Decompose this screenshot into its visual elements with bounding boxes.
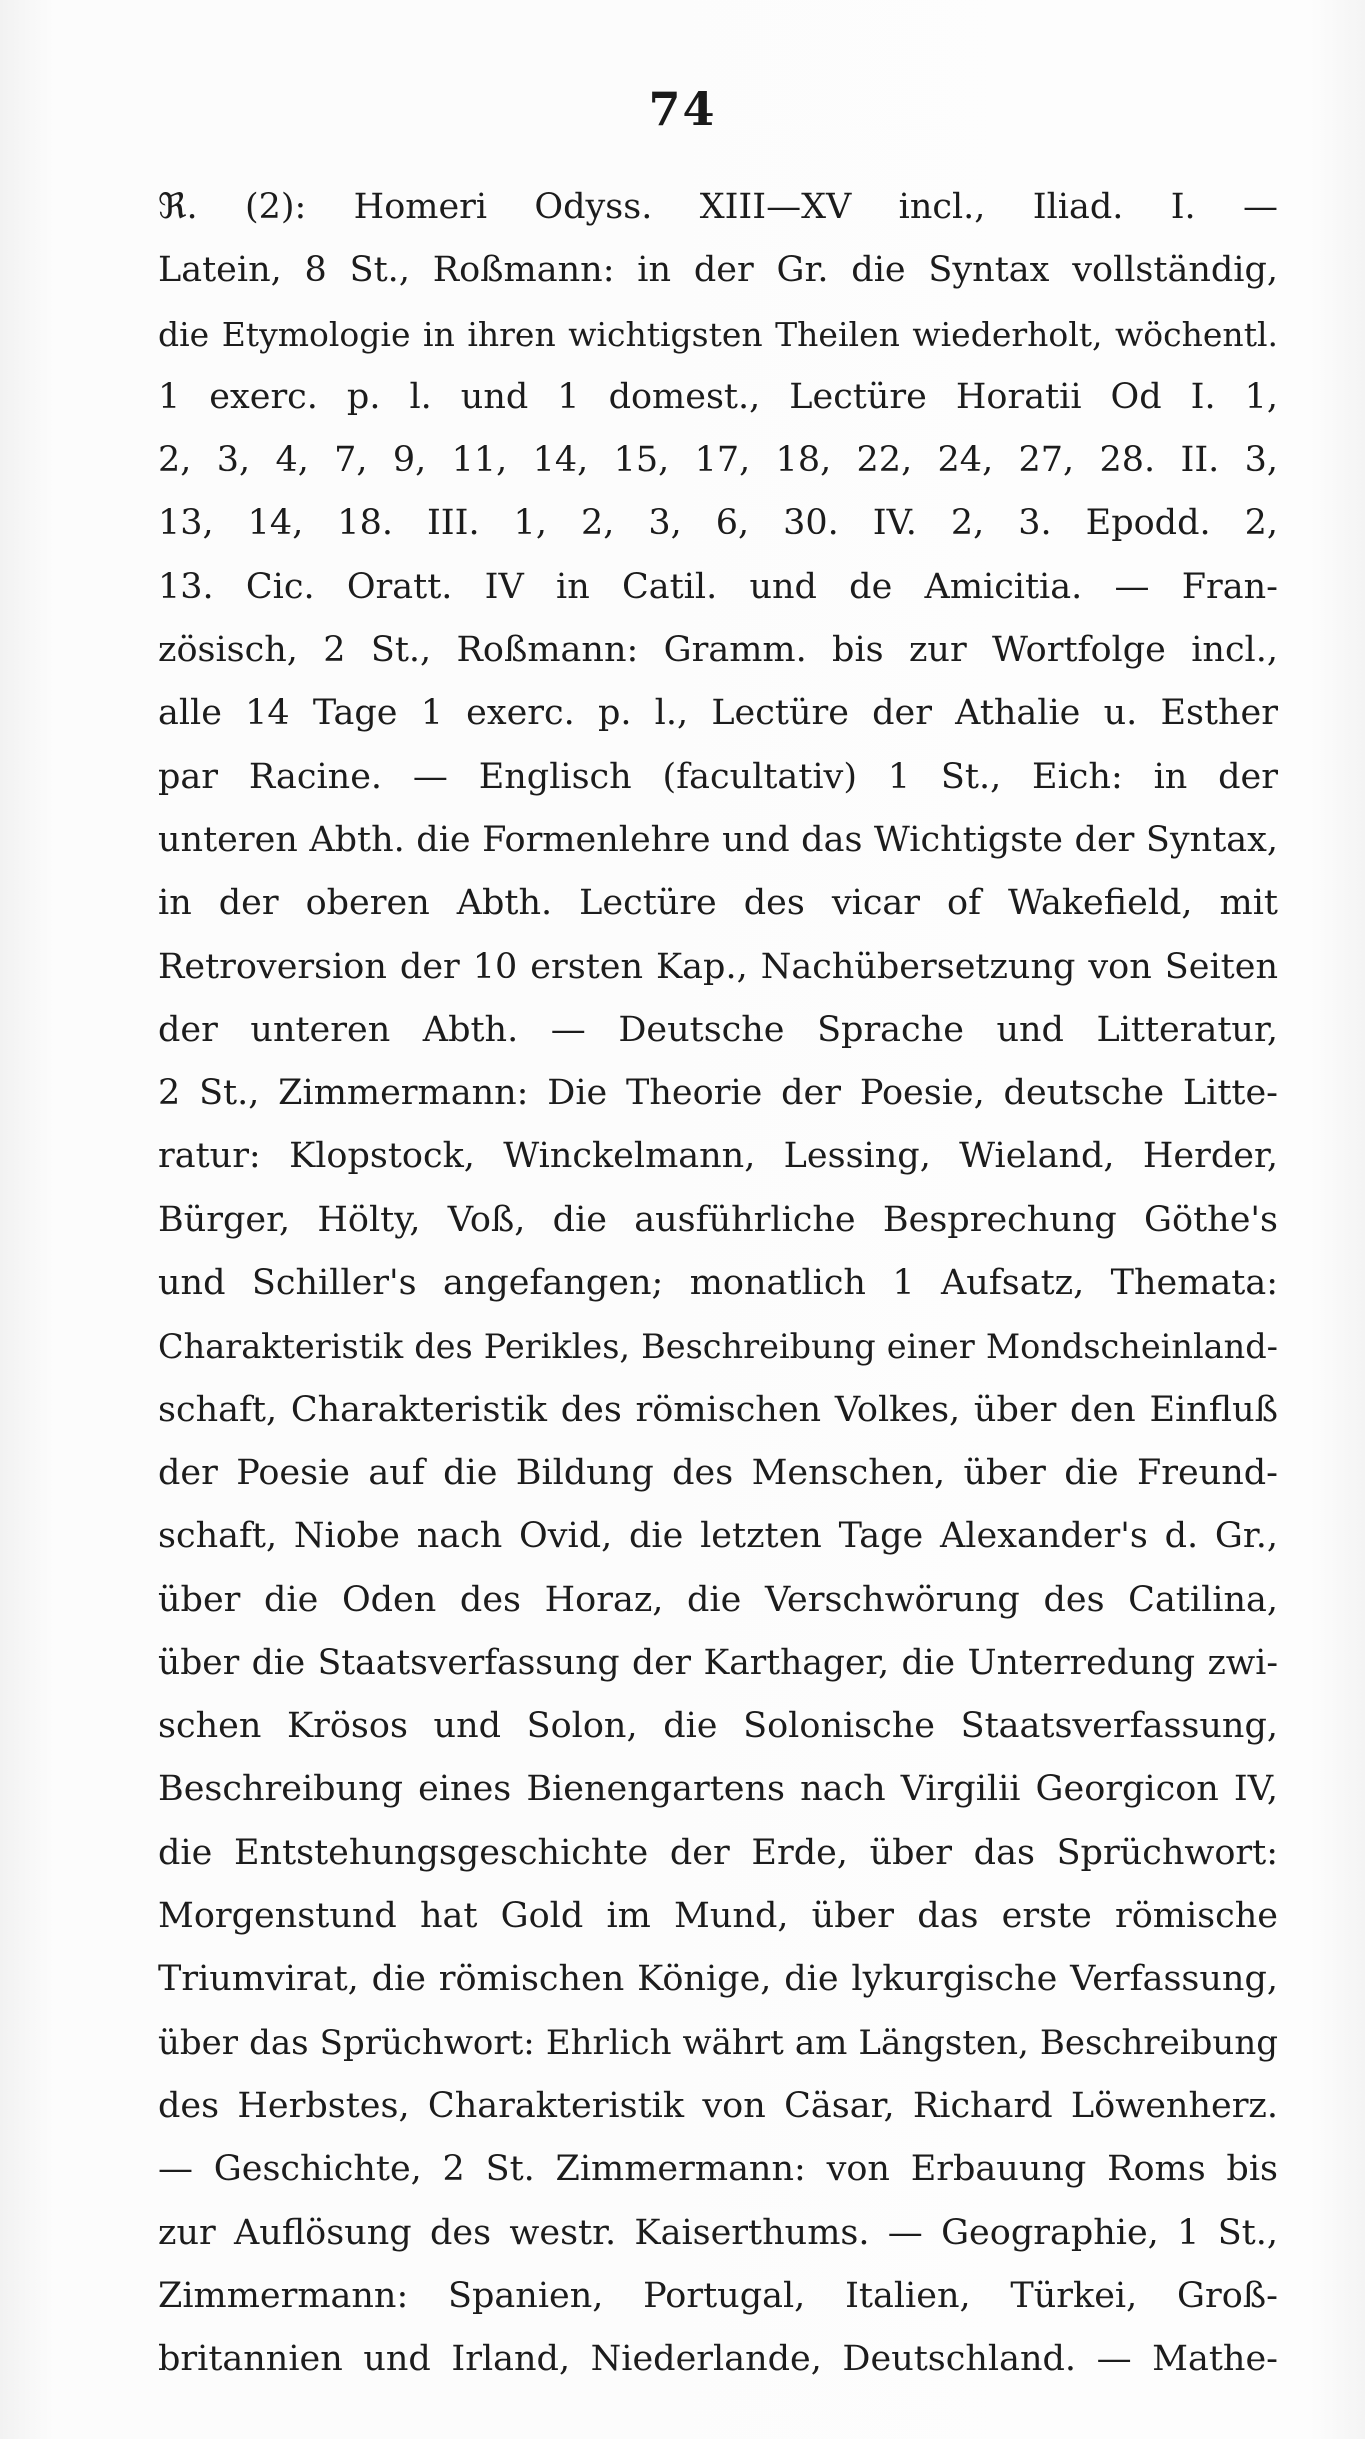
- text-line: Morgenstund hat Gold im Mund, über das erste römische: [158, 1896, 1278, 1937]
- text-line: britannien und Irland, Niederlande, Deutschland. — Mathe-: [158, 2339, 1278, 2380]
- body-text: [158, 176, 1278, 2391]
- text-line: die Etymologie in ihren wichtigsten Theilen wiederholt, wöchentl.: [158, 314, 1278, 354]
- text-line: unteren Abth. die Formenlehre und das Wichtigste der Syntax,: [158, 819, 1278, 860]
- text-line: der Poesie auf die Bildung des Menschen, über die Freund-: [158, 1452, 1278, 1493]
- text-line: schaft, Niobe nach Ovid, die letzten Tage Alexander's d. Gr.,: [158, 1516, 1278, 1557]
- text-line: in der oberen Abth. Lectüre des vicar of Wakefield, mit: [158, 883, 1278, 924]
- text-line: Beschreibung eines Bienengartens nach Virgilii Georgicon IV,: [158, 1769, 1278, 1810]
- text-line: par Racine. — Englisch (facultativ) 1 St., Eich: in der: [158, 756, 1278, 797]
- text-line: Charakteristik des Perikles, Beschreibung einer Mondscheinland-: [158, 1327, 1278, 1367]
- text-line: und Schiller's angefangen; monatlich 1 Aufsatz, Themata:: [158, 1263, 1278, 1304]
- text-line: über die Oden des Horaz, die Verschwörung des Catilina,: [158, 1579, 1278, 1620]
- text-line: ℜ. (2): Homeri Odyss. XIII—XV incl., Iliad. I. —: [158, 187, 1278, 227]
- text-line: über das Sprüchwort: Ehrlich währt am Längsten, Beschreibung: [158, 2022, 1278, 2063]
- text-line: schaft, Charakteristik des römischen Volkes, über den Einfluß: [158, 1389, 1278, 1430]
- text-line: der unteren Abth. — Deutsche Sprache und Litteratur,: [158, 1009, 1278, 1050]
- text-line: schen Krösos und Solon, die Solonische Staatsverfassung,: [158, 1706, 1278, 1747]
- text-line: des Herbstes, Charakteristik von Cäsar, Richard Löwenherz.: [158, 2085, 1278, 2126]
- text-line: zösisch, 2 St., Roßmann: Gramm. bis zur Wortfolge incl.,: [158, 630, 1278, 671]
- text-line: 2 St., Zimmermann: Die Theorie der Poesie, deutsche Litte-: [158, 1073, 1278, 1114]
- text-line: die Entstehungsgeschichte der Erde, über das Sprüchwort:: [158, 1832, 1278, 1873]
- text-line: 13. Cic. Oratt. IV in Catil. und de Amicitia. — Fran-: [158, 566, 1278, 607]
- text-line: — Geschichte, 2 St. Zimmermann: von Erbauung Roms bis: [158, 2149, 1278, 2190]
- text-line: zur Auflösung des westr. Kaiserthums. — Geographie, 1 St.,: [158, 2212, 1278, 2253]
- text-line: Latein, 8 St., Roßmann: in der Gr. die Syntax vollständig,: [158, 250, 1278, 291]
- text-line: 2, 3, 4, 7, 9, 11, 14, 15, 17, 18, 22, 24, 27, 28. II. 3,: [158, 440, 1278, 481]
- text-line: Retroversion der 10 ersten Kap., Nachübersetzung von Seiten: [158, 946, 1278, 987]
- text-line: über die Staatsverfassung der Karthager, die Unterredung zwi-: [158, 1642, 1278, 1683]
- text-line: 13, 14, 18. III. 1, 2, 3, 6, 30. IV. 2, 3. Epodd. 2,: [158, 503, 1278, 544]
- text-line: Zimmermann: Spanien, Portugal, Italien, Türkei, Groß-: [158, 2275, 1278, 2316]
- text-line: Triumvirat, die römischen Könige, die lykurgische Verfassung,: [158, 1959, 1278, 2000]
- text-line: Bürger, Hölty, Voß, die ausführliche Besprechung Göthe's: [158, 1199, 1278, 1240]
- text-line: ratur: Klopstock, Winckelmann, Lessing, Wieland, Herder,: [158, 1136, 1278, 1177]
- page-number: 74: [648, 82, 717, 136]
- text-line: 1 exerc. p. l. und 1 domest., Lectüre Horatii Od I. 1,: [158, 376, 1278, 417]
- text-line: alle 14 Tage 1 exerc. p. l., Lectüre der Athalie u. Esther: [158, 693, 1278, 734]
